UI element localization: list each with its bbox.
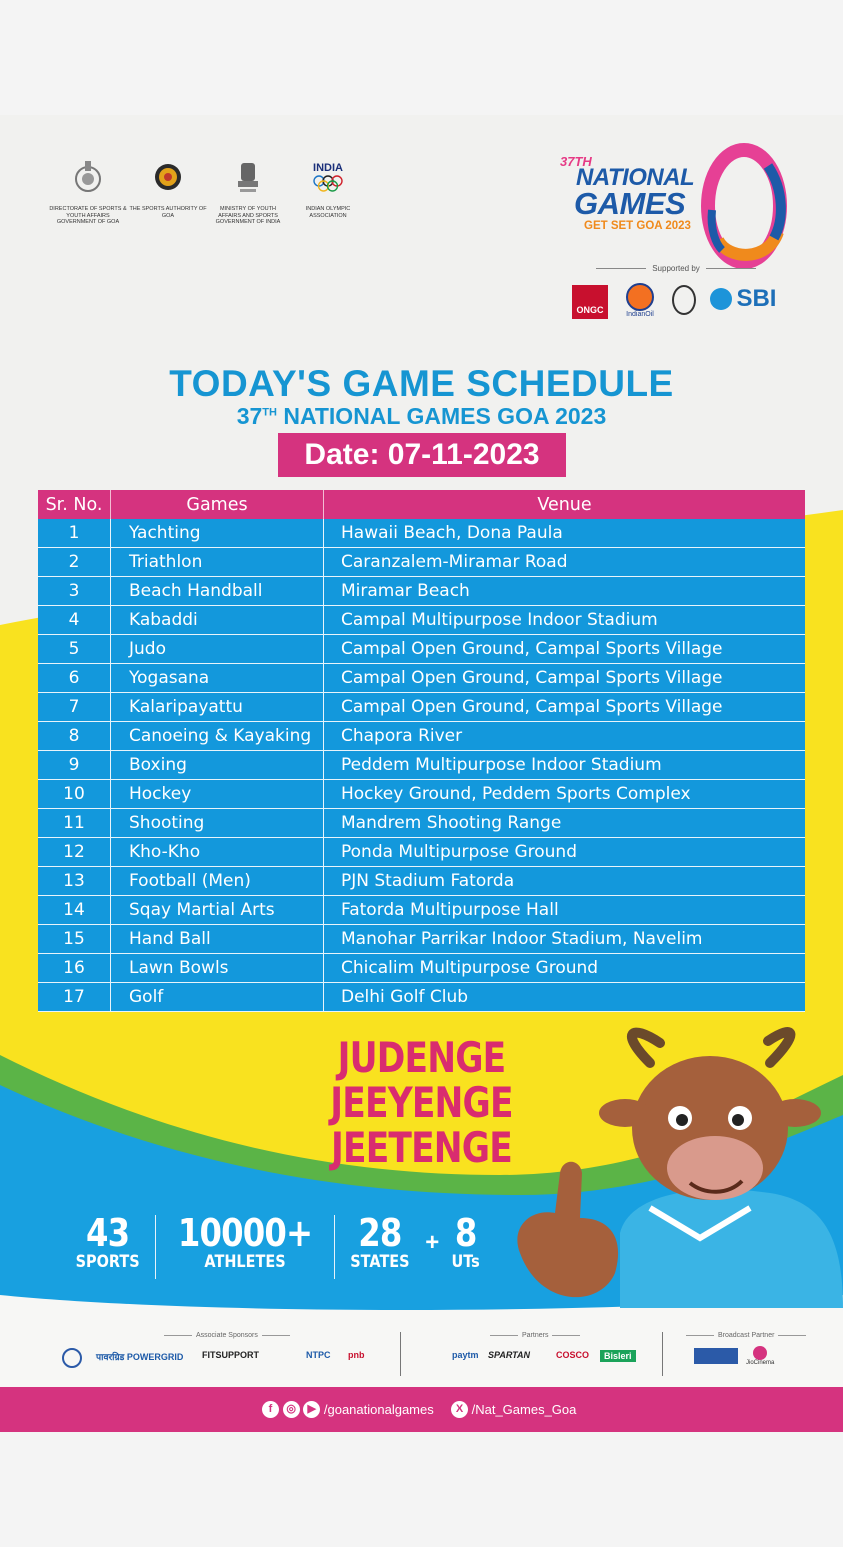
col-header-venue: Venue bbox=[324, 490, 806, 519]
table-row bbox=[38, 577, 805, 606]
gov-emblem-icon bbox=[62, 1348, 82, 1368]
indianoil-logo: IndianOil bbox=[622, 283, 658, 323]
fitsupport-logo: FITSUPPORT bbox=[202, 1350, 260, 1360]
cell-sr-no: 2 bbox=[38, 548, 111, 577]
band-divider bbox=[400, 1332, 401, 1376]
table-row bbox=[38, 954, 805, 983]
cell-venue: Campal Open Ground, Campal Sports Village bbox=[324, 664, 806, 693]
cell-sr-no: 6 bbox=[38, 664, 111, 693]
sbi-logo: SBI bbox=[710, 285, 782, 319]
cell-venue: Ponda Multipurpose Ground bbox=[324, 838, 806, 867]
cell-venue: Chicalim Multipurpose Ground bbox=[324, 954, 806, 983]
cell-game: Football (Men) bbox=[111, 867, 324, 896]
sbi-icon bbox=[710, 288, 732, 310]
table-row bbox=[38, 693, 805, 722]
cell-sr-no: 12 bbox=[38, 838, 111, 867]
partners-heading: Partners bbox=[486, 1332, 584, 1339]
table-row bbox=[38, 548, 805, 577]
youtube-icon[interactable]: ▶ bbox=[303, 1401, 320, 1418]
sports-authority-of-goa-logo: THE SPORTS AUTHORITY OF GOA bbox=[128, 157, 208, 226]
table-row bbox=[38, 838, 805, 867]
spartan-logo: SPARTAN bbox=[488, 1350, 531, 1360]
ongc-logo: ONGC bbox=[572, 285, 608, 319]
olympic-rings-icon bbox=[308, 157, 348, 197]
cell-sr-no: 8 bbox=[38, 722, 111, 751]
cell-sr-no: 3 bbox=[38, 577, 111, 606]
cell-venue: Hawaii Beach, Dona Paula bbox=[324, 519, 806, 548]
associate-sponsors-heading: Associate Sponsors bbox=[160, 1332, 294, 1339]
table-row bbox=[38, 983, 805, 1012]
jiocinema-icon bbox=[753, 1346, 767, 1360]
jiocinema-logo: JioCinema bbox=[746, 1346, 774, 1366]
table-row bbox=[38, 925, 805, 954]
cell-game: Lawn Bowls bbox=[111, 954, 324, 983]
stat-athletes: 10000+ ATHLETES bbox=[178, 1211, 313, 1272]
cell-venue: Peddem Multipurpose Indoor Stadium bbox=[324, 751, 806, 780]
x-twitter-icon[interactable]: X bbox=[451, 1401, 468, 1418]
page-subtitle: 37TH NATIONAL GAMES GOA 2023 bbox=[236, 403, 607, 429]
cell-sr-no: 5 bbox=[38, 635, 111, 664]
cell-sr-no: 15 bbox=[38, 925, 111, 954]
table-row bbox=[38, 751, 805, 780]
cell-sr-no: 16 bbox=[38, 954, 111, 983]
cell-game: Kalaripayattu bbox=[111, 693, 324, 722]
ministry-of-youth-affairs-logo: MINISTRY OF YOUTH AFFAIRS AND SPORTS GOVERNMENT OF INDIA bbox=[208, 157, 288, 226]
table-row bbox=[38, 896, 805, 925]
facebook-icon[interactable]: f bbox=[262, 1401, 279, 1418]
bisleri-logo: Bisleri bbox=[600, 1350, 636, 1362]
social-handle-nat-games-goa[interactable]: /Nat_Games_Goa bbox=[471, 1402, 577, 1418]
cell-game: Boxing bbox=[111, 751, 324, 780]
cell-game: Triathlon bbox=[111, 548, 324, 577]
cell-venue: Caranzalem-Miramar Road bbox=[324, 548, 806, 577]
cell-venue: Hockey Ground, Peddem Sports Complex bbox=[324, 780, 806, 809]
social-footer bbox=[0, 1387, 843, 1432]
cell-sr-no: 10 bbox=[38, 780, 111, 809]
sponsor-band bbox=[0, 1320, 843, 1387]
cell-venue: Delhi Golf Club bbox=[324, 983, 806, 1012]
cell-venue: PJN Stadium Fatorda bbox=[324, 867, 806, 896]
cell-game: Beach Handball bbox=[111, 577, 324, 606]
pnb-logo: pnb bbox=[348, 1350, 365, 1360]
supported-by-label: Supported by bbox=[586, 264, 766, 273]
cell-sr-no: 11 bbox=[38, 809, 111, 838]
cell-sr-no: 7 bbox=[38, 693, 111, 722]
social-handle-goanationalgames[interactable]: /goanationalgames bbox=[323, 1402, 434, 1418]
schedule-table bbox=[38, 490, 805, 1012]
col-header-sr-no: Sr. No. bbox=[38, 490, 111, 519]
table-row bbox=[38, 606, 805, 635]
broadcast-partner-heading: Broadcast Partner bbox=[682, 1332, 810, 1339]
schedule-poster bbox=[0, 115, 843, 1432]
cell-game: Yachting bbox=[111, 519, 324, 548]
stat-sports: 43 SPORTS bbox=[75, 1211, 140, 1272]
cell-game: Sqay Martial Arts bbox=[111, 896, 324, 925]
stat-plus: + bbox=[425, 1229, 440, 1256]
torch-ring-icon bbox=[698, 140, 790, 268]
bull-mascot-illustration bbox=[500, 1023, 843, 1308]
cell-venue: Fatorda Multipurpose Hall bbox=[324, 896, 806, 925]
goa-shipyard-logo bbox=[672, 285, 696, 315]
indian-olympic-association-logo: INDIA INDIAN OLYMPIC ASSOCIATION bbox=[288, 157, 368, 226]
cell-sr-no: 14 bbox=[38, 896, 111, 925]
table-row bbox=[38, 519, 805, 548]
paytm-logo: paytm bbox=[452, 1350, 479, 1360]
emblem-icon bbox=[72, 157, 104, 197]
table-row bbox=[38, 867, 805, 896]
cell-sr-no: 4 bbox=[38, 606, 111, 635]
sports-authority-emblem-icon bbox=[152, 157, 184, 197]
cell-sr-no: 9 bbox=[38, 751, 111, 780]
cell-venue: Campal Multipurpose Indoor Stadium bbox=[324, 606, 806, 635]
table-row bbox=[38, 809, 805, 838]
table-row bbox=[38, 635, 805, 664]
doordarshan-logo bbox=[694, 1348, 738, 1364]
stat-uts: 8 UTs bbox=[451, 1211, 480, 1272]
stats-bar bbox=[60, 1213, 492, 1279]
table-row bbox=[38, 780, 805, 809]
ntpc-logo: NTPC bbox=[306, 1350, 331, 1360]
directorate-of-sports-logo: DIRECTORATE OF SPORTS & YOUTH AFFAIRS GOVERNMENT OF GOA bbox=[48, 157, 128, 226]
cell-venue: Campal Open Ground, Campal Sports Village bbox=[324, 693, 806, 722]
cell-sr-no: 13 bbox=[38, 867, 111, 896]
cell-game: Canoeing & Kayaking bbox=[111, 722, 324, 751]
cell-venue: Campal Open Ground, Campal Sports Village bbox=[324, 635, 806, 664]
government-logos bbox=[48, 157, 368, 226]
cell-game: Kabaddi bbox=[111, 606, 324, 635]
svg-text:INDIA: INDIA bbox=[313, 162, 343, 174]
col-header-games: Games bbox=[111, 490, 324, 519]
table-row bbox=[38, 664, 805, 693]
slogan: JUDENGE JEEYENGE JEETENGE bbox=[330, 1033, 513, 1172]
national-games-logo: 37TH NATIONAL GAMES GET SET GOA 2023 bbox=[560, 140, 790, 270]
cell-game: Golf bbox=[111, 983, 324, 1012]
cell-venue: Manohar Parrikar Indoor Stadium, Navelim bbox=[324, 925, 806, 954]
cell-venue: Chapora River bbox=[324, 722, 806, 751]
cell-game: Yogasana bbox=[111, 664, 324, 693]
cell-sr-no: 1 bbox=[38, 519, 111, 548]
lion-capital-icon bbox=[232, 157, 264, 197]
cell-sr-no: 17 bbox=[38, 983, 111, 1012]
page-title: TODAY'S GAME SCHEDULE bbox=[169, 363, 674, 404]
cell-game: Shooting bbox=[111, 809, 324, 838]
cell-game: Judo bbox=[111, 635, 324, 664]
cell-game: Hockey bbox=[111, 780, 324, 809]
cosco-logo: COSCO bbox=[556, 1350, 590, 1360]
band-divider bbox=[662, 1332, 663, 1376]
cell-game: Hand Ball bbox=[111, 925, 324, 954]
instagram-icon[interactable]: ◎ bbox=[283, 1401, 300, 1418]
powergrid-logo: पावरग्रिड POWERGRID bbox=[96, 1352, 184, 1362]
cell-venue: Mandrem Shooting Range bbox=[324, 809, 806, 838]
date-badge: Date: 07-11-2023 bbox=[278, 433, 566, 477]
table-header-row bbox=[38, 490, 805, 519]
supporter-logos bbox=[572, 283, 782, 323]
cell-venue: Miramar Beach bbox=[324, 577, 806, 606]
cell-game: Kho-Kho bbox=[111, 838, 324, 867]
table-row bbox=[38, 722, 805, 751]
stat-states: 28 STATES bbox=[350, 1211, 410, 1272]
